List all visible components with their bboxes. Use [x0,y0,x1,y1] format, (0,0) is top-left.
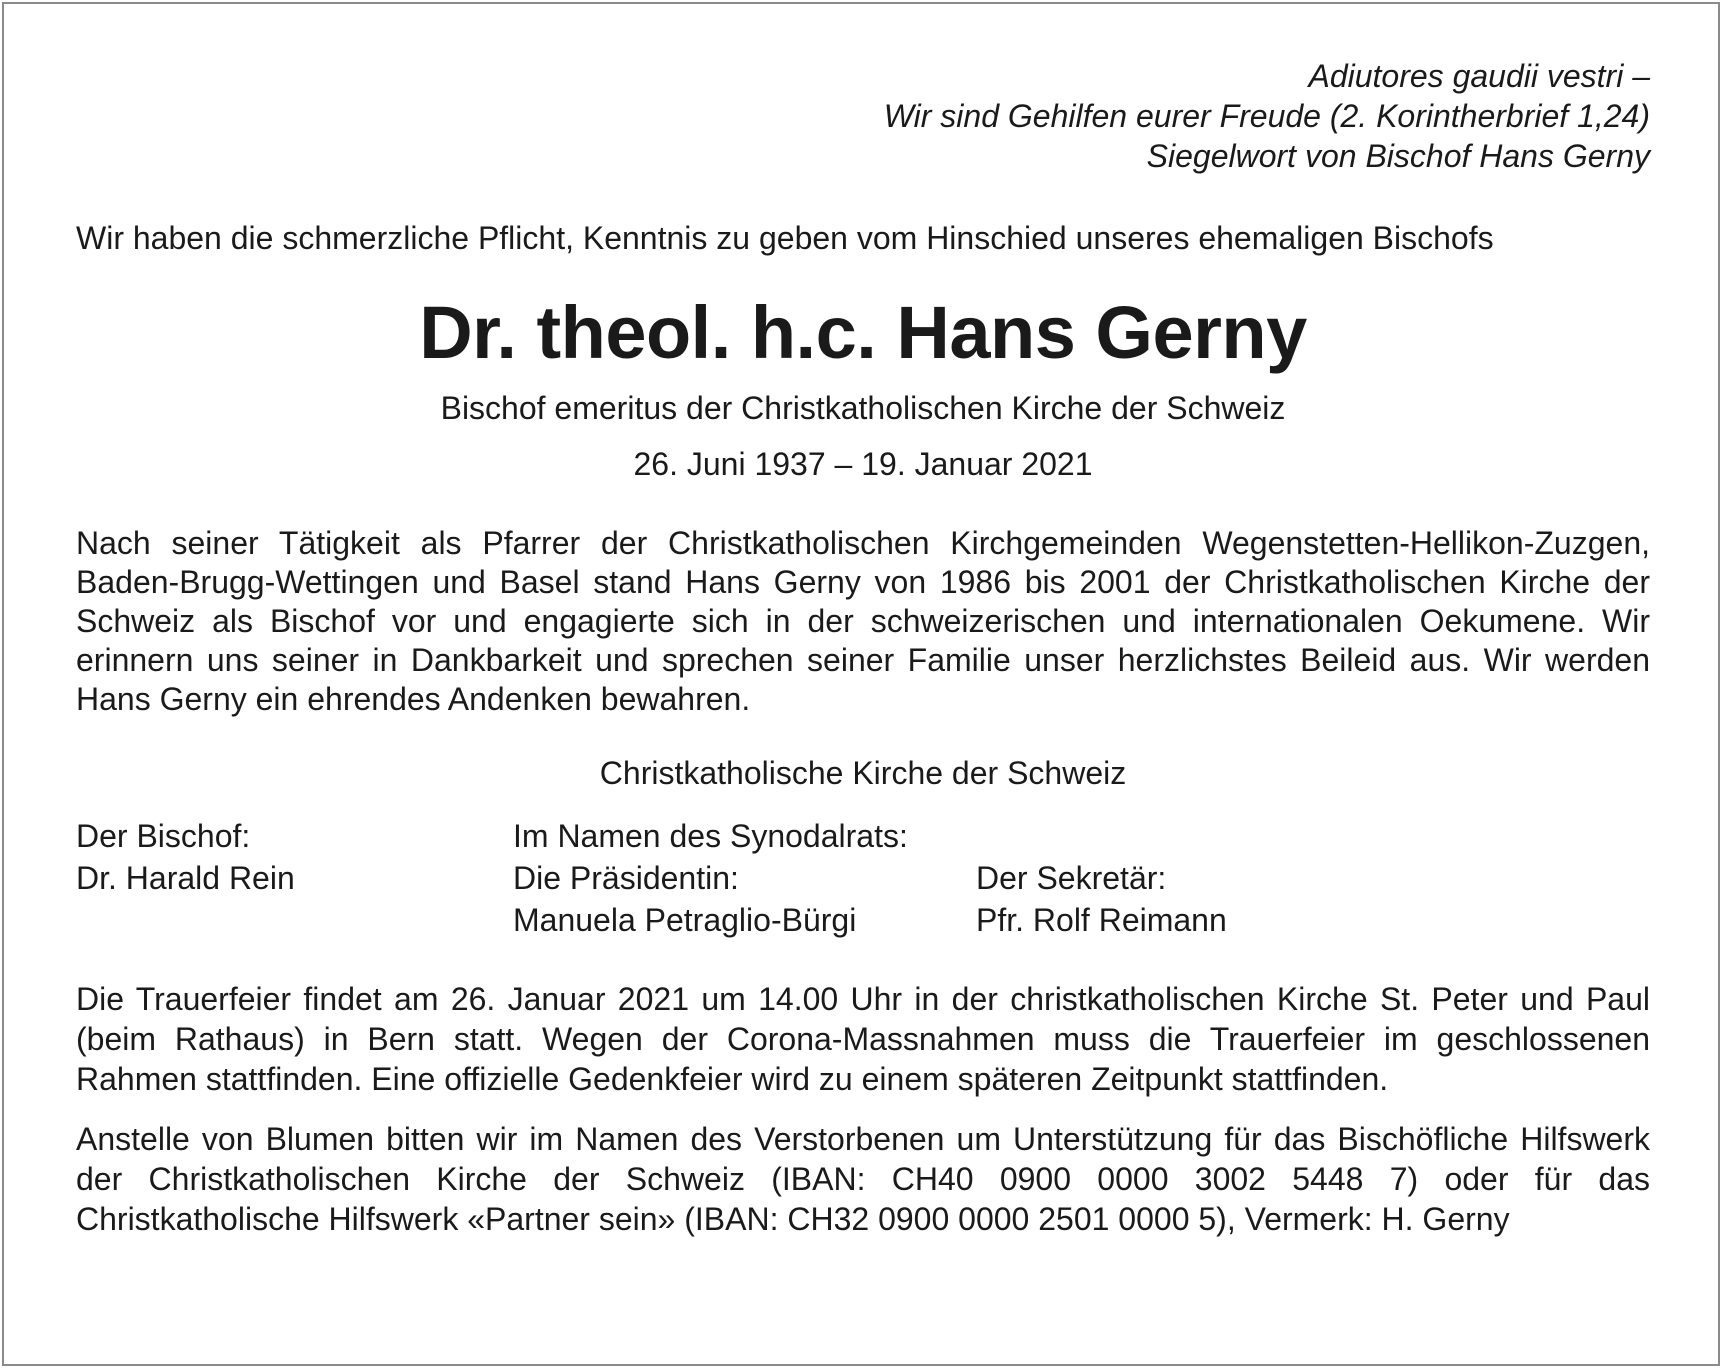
president-name: Manuela Petraglio-Bürgi [513,902,857,938]
deceased-name: Dr. theol. h.c. Hans Gerny [419,291,1307,374]
signature-block [76,815,1650,939]
signature-column-secretary [976,815,1227,941]
secretary-name: Pfr. Rolf Reimann [976,902,1227,938]
signature-column-bishop [76,815,295,899]
secretary-label: Der Sekretär: [976,860,1167,896]
signature-column-president [513,815,908,941]
president-label: Die Präsidentin: [513,860,739,896]
life-dates: 26. Juni 1937 – 19. Januar 2021 [633,446,1093,482]
funeral-info-paragraph: Die Trauerfeier findet am 26. Januar 2021 um 14.00 Uhr in der christkatholischen Kirche St. Peter und Paul (beim Rathaus) in Bern statt. Wegen der Corona-Massnahmen muss die Trauerfeier im geschlossenen Rahmen stattfinden. Eine offizielle Gedenkfeier wird zu einem späteren Zeitpunkt stattfinden. [76,981,1650,1097]
deceased-title: Bischof emeritus der Christkatholischen Kirche der Schweiz [440,390,1286,426]
intro-text: Wir haben die schmerzliche Pflicht, Kenntnis zu geben vom Hinschied unseres ehemaligen Bischofs [76,220,1494,256]
biography-paragraph: Nach seiner Tätigkeit als Pfarrer der Christkatholischen Kirchgemeinden Wegenstetten-Hellikon-Zuzgen, Baden-Brugg-Wettingen und Basel stand Hans Gerny von 1986 bis 2001 der Christkatholischen Kirche der Schweiz als Bischof vor und engagierte sich in der schweizerischen und internationalen Oekumene. Wir erinnern uns seiner in Dankbarkeit und sprechen seiner Familie unser herzlichstes Beileid aus. Wir werden Hans Gerny ein ehrendes Andenken bewahren. [76,525,1650,717]
bishop-name: Dr. Harald Rein [76,860,295,896]
motto-line-2: Wir sind Gehilfen eurer Freude (2. Korintherbrief 1,24) [883,98,1650,134]
synod-label: Im Namen des Synodalrats: [513,818,908,854]
motto-quote [76,56,1650,176]
motto-line-1: Adiutores gaudii vestri – [1308,58,1650,94]
motto-line-3: Siegelwort von Bischof Hans Gerny [1146,138,1650,174]
obituary-announcement [76,56,1650,1239]
organization-name: Christkatholische Kirche der Schweiz [599,755,1127,791]
donation-paragraph: Anstelle von Blumen bitten wir im Namen des Verstorbenen um Unterstützung für das Bischöfliche Hilfswerk der Christkatholischen Kirche der Schweiz (IBAN: CH40 0900 0000 3002 5448 7) oder für das Christkatholische Hilfswerk «Partner sein» (IBAN: CH32 0900 0000 2501 0000 5), Vermerk: H. Gerny [76,1121,1650,1237]
bishop-label: Der Bischof: [76,818,251,854]
